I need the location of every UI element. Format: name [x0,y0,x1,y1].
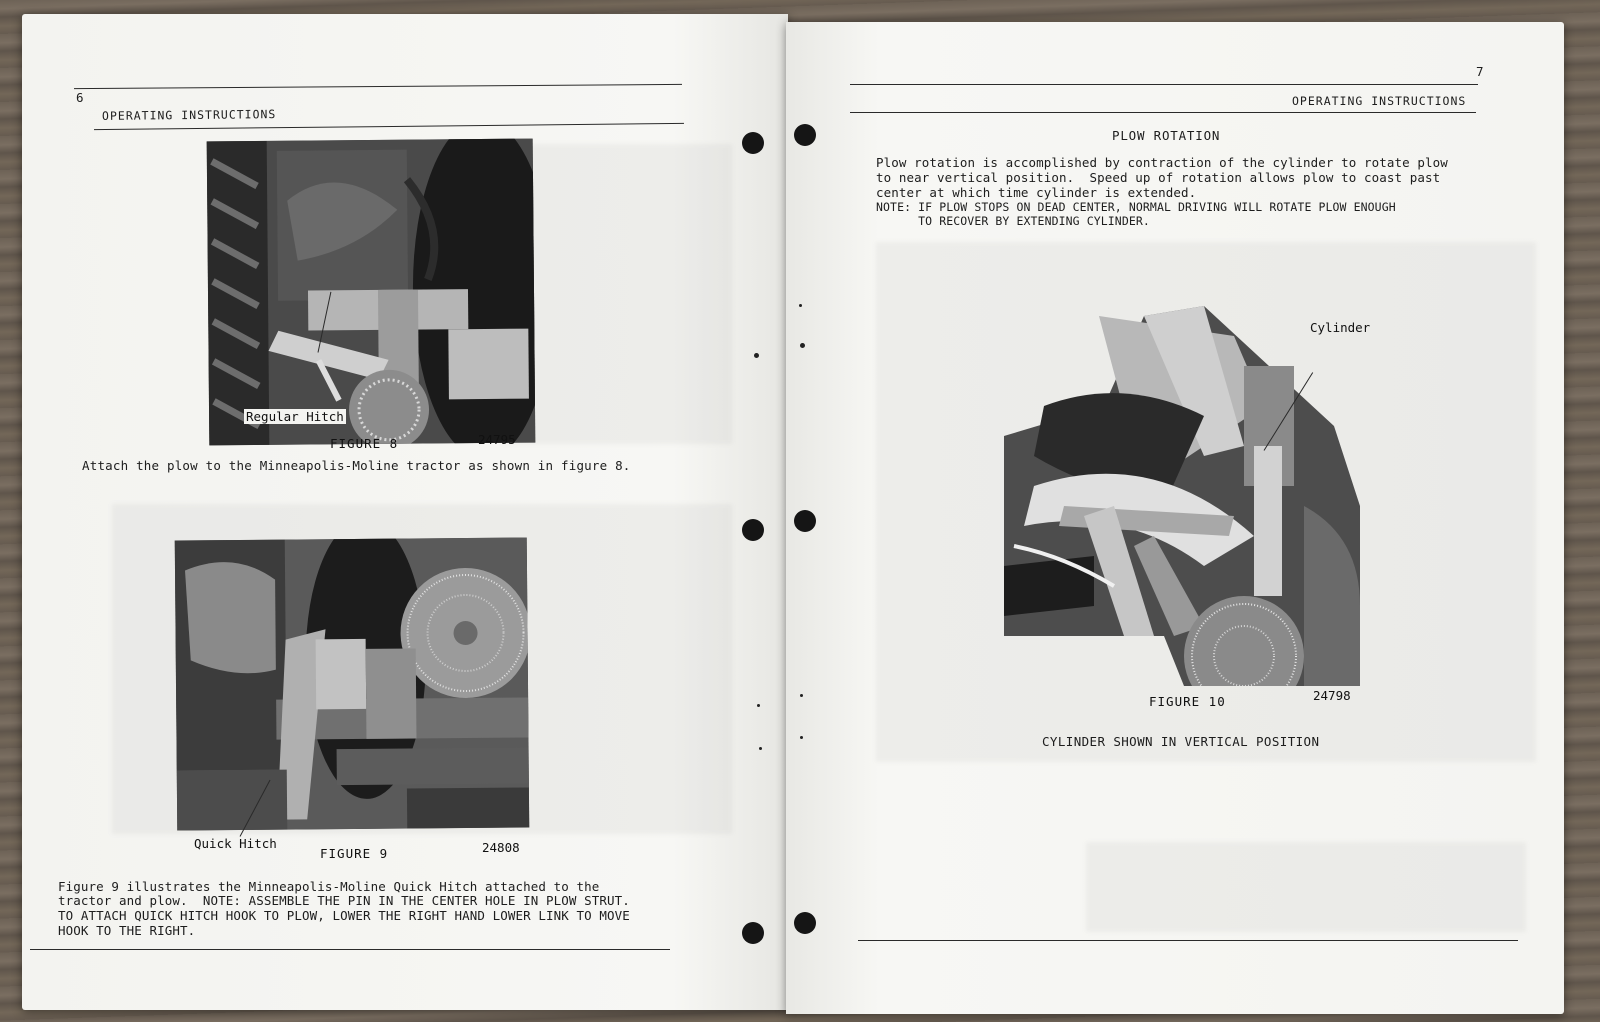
paper-speck [759,747,762,750]
binder-hole [794,510,816,532]
figure-9-photo [175,537,530,830]
rotation-paragraph-line-2: to near vertical position. Speed up of rotation allows plow to coast past [876,170,1441,185]
figure-8-label: FIGURE 8 [330,436,399,451]
paper-speck [754,353,759,358]
binder-hole [742,922,764,944]
page-number: 7 [1476,64,1484,79]
binder-hole [794,912,816,934]
left-page [22,14,788,1010]
figure-8-photo [207,139,536,446]
paper-speck [800,736,803,739]
figure-9-paragraph-line-2: tractor and plow. NOTE: ASSEMBLE THE PIN IN THE CENTER HOLE IN PLOW STRUT. [58,893,630,908]
header-rule-bottom [94,123,684,130]
section-title: PLOW ROTATION [1112,128,1221,143]
rotation-paragraph-line-3: center at which time cylinder is extended. [876,185,1197,200]
cylinder-callout: Cylinder [1310,320,1371,335]
figure-10-photo [1004,306,1360,686]
figure-9-label: FIGURE 9 [320,846,389,861]
figure-9-paragraph-line-4: HOOK TO THE RIGHT. [58,923,196,938]
paper-speck [800,343,805,348]
paper-speck [799,304,802,307]
page-header: OPERATING INSTRUCTIONS [101,107,277,123]
figure-8-number: 24795 [478,432,516,447]
footer-rule [858,940,1518,941]
header-rule-top [850,84,1478,85]
figure-9-paragraph-line-1: Figure 9 illustrates the Minneapolis-Moline Quick Hitch attached to the [58,879,600,894]
paper-speck [800,694,803,697]
header-rule-bottom [850,112,1476,113]
binder-hole [794,124,816,146]
footer-rule [30,949,670,950]
figure-10-label: FIGURE 10 [1149,694,1226,709]
right-page [786,22,1564,1014]
page-number: 6 [76,90,84,105]
regular-hitch-callout: Regular Hitch [246,409,344,424]
page-header: OPERATING INSTRUCTIONS [1292,94,1467,108]
figure-10-number: 24798 [1313,688,1351,703]
figure-9-number: 24808 [482,840,520,855]
rotation-note-line-2: TO RECOVER BY EXTENDING CYLINDER. [876,214,1150,228]
figure-10-caption: CYLINDER SHOWN IN VERTICAL POSITION [1042,734,1320,749]
figure-9-paragraph-line-3: TO ATTACH QUICK HITCH HOOK TO PLOW, LOWER THE RIGHT HAND LOWER LINK TO MOVE [58,908,630,923]
header-rule-top [74,84,682,89]
rotation-paragraph-line-1: Plow rotation is accomplished by contraction of the cylinder to rotate plow [876,155,1448,170]
quick-hitch-callout: Quick Hitch [194,836,277,851]
figure-8-caption: Attach the plow to the Minneapolis-Moline tractor as shown in figure 8. [82,458,631,473]
rotation-note-line-1: NOTE: IF PLOW STOPS ON DEAD CENTER, NORMAL DRIVING WILL ROTATE PLOW ENOUGH [876,200,1396,214]
binder-hole [742,519,764,541]
binder-hole [742,132,764,154]
paper-speck [757,704,760,707]
